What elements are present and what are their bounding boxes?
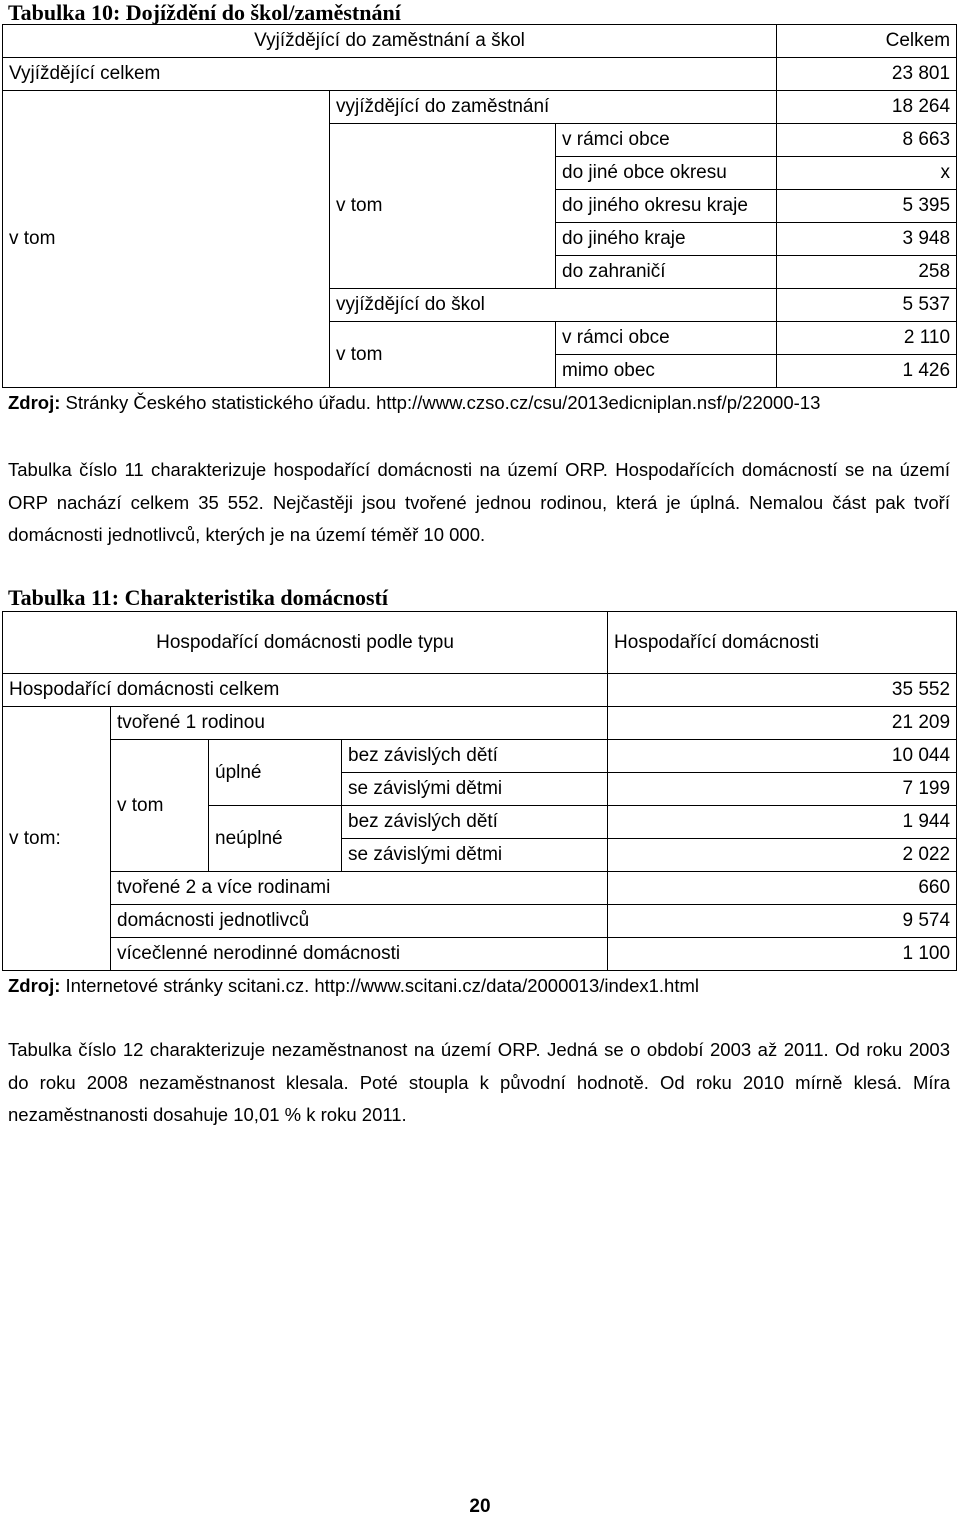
table11-row-value: 1 944 [608,806,957,839]
table10-total-value: 23 801 [777,58,957,91]
table10-row-label: mimo obec [556,355,777,388]
table10-row-label: do jiného okresu kraje [556,190,777,223]
table11-row-value: 660 [608,872,957,905]
table11-caption: Tabulka 11: Charakteristika domácností [8,585,388,610]
table10-work-vtom: v tom [330,124,556,289]
table10-row-label: do jiné obce okresu [556,157,777,190]
paragraph-unemployment: Tabulka číslo 12 charakterizuje nezaměstnanost na území ORP. Jedná se o období 2003 až 2011. Od roku 2003 do roku 2008 nezaměstnanost klesala. Poté stoupla k původní hodnotě. Od roku 2010 mírně klesá. Míra nezaměstnanosti dosahuje 10,01 % k roku 2011. [8,1039,950,1125]
table11-row-label: domácnosti jednotlivců [111,905,608,938]
table11-row-value: 9 574 [608,905,957,938]
table10-total-label: Vyjíždějící celkem [3,58,777,91]
table10-row-value: 8 663 [777,124,957,157]
table10-row-value: x [777,157,957,190]
source-text: Stránky Českého statistického úřadu. http://www.czso.cz/csu/2013edicniplan.nsf/p/22000-13 [60,392,821,413]
table10-row-value: 3 948 [777,223,957,256]
table11-incomplete: neúplné [209,806,342,872]
paragraph-households: Tabulka číslo 11 charakterizuje hospodařící domácnosti na území ORP. Hospodařících domácností se na území ORP nachází celkem 35 552. Nejčastěji jsou tvořené jednou rodinou, která je úplná. Nemalou část pak tvoří domácnosti jednotlivců, kterých je na území téměř 10 000. [8,459,950,545]
table11-row-label: se závislými dětmi [342,839,608,872]
table11-total-value: 35 552 [608,674,957,707]
table11-row-label: bez závislých dětí [342,806,608,839]
table10-school-value: 5 537 [777,289,957,322]
table10-row-label: v rámci obce [556,124,777,157]
source-prefix: Zdroj: [8,392,61,413]
table11-row-value: 10 044 [608,740,957,773]
table11-row-label: tvořené 2 a více rodinami [111,872,608,905]
table10 [2,24,957,388]
table10-vtom: v tom [3,91,330,388]
table10-school-label: vyjíždějící do škol [330,289,777,322]
table10-header-left: Vyjíždějící do zaměstnání a škol [3,25,777,58]
table11 [2,611,957,971]
table11-one-family-label: tvořené 1 rodinou [111,707,608,740]
source-text: Internetové stránky scitani.cz. http://www.scitani.cz/data/2000013/index1.html [60,975,699,996]
table11-sub-vtom: v tom [111,740,209,872]
table10-school-vtom: v tom [330,322,556,388]
table10-source [8,392,820,414]
table11-source [8,975,699,997]
table11-row-label: vícečlenné nerodinné domácnosti [111,938,608,971]
table10-row-value: 5 395 [777,190,957,223]
table11-header-left: Hospodařící domácnosti podle typu [3,612,608,674]
table10-row-label: do zahraničí [556,256,777,289]
table11-row-value: 2 022 [608,839,957,872]
table10-header-right: Celkem [777,25,957,58]
table10-row-value: 258 [777,256,957,289]
table10-work-label: vyjíždějící do zaměstnání [330,91,777,124]
table10-row-value: 1 426 [777,355,957,388]
table11-row-value: 7 199 [608,773,957,806]
table10-row-label: do jiného kraje [556,223,777,256]
table11-complete: úplné [209,740,342,806]
table11-row-value: 1 100 [608,938,957,971]
table10-work-value: 18 264 [777,91,957,124]
table11-vtom: v tom: [3,707,111,971]
table11-total-label: Hospodařící domácnosti celkem [3,674,608,707]
table10-row-label: v rámci obce [556,322,777,355]
table11-header-right: Hospodařící domácnosti [608,612,957,674]
table11-row-label: bez závislých dětí [342,740,608,773]
table11-one-family-value: 21 209 [608,707,957,740]
page-number: 20 [469,1496,491,1517]
table10-caption: Tabulka 10: Dojíždění do škol/zaměstnání [8,0,401,25]
source-prefix: Zdroj: [8,975,61,996]
table10-row-value: 2 110 [777,322,957,355]
table11-row-label: se závislými dětmi [342,773,608,806]
